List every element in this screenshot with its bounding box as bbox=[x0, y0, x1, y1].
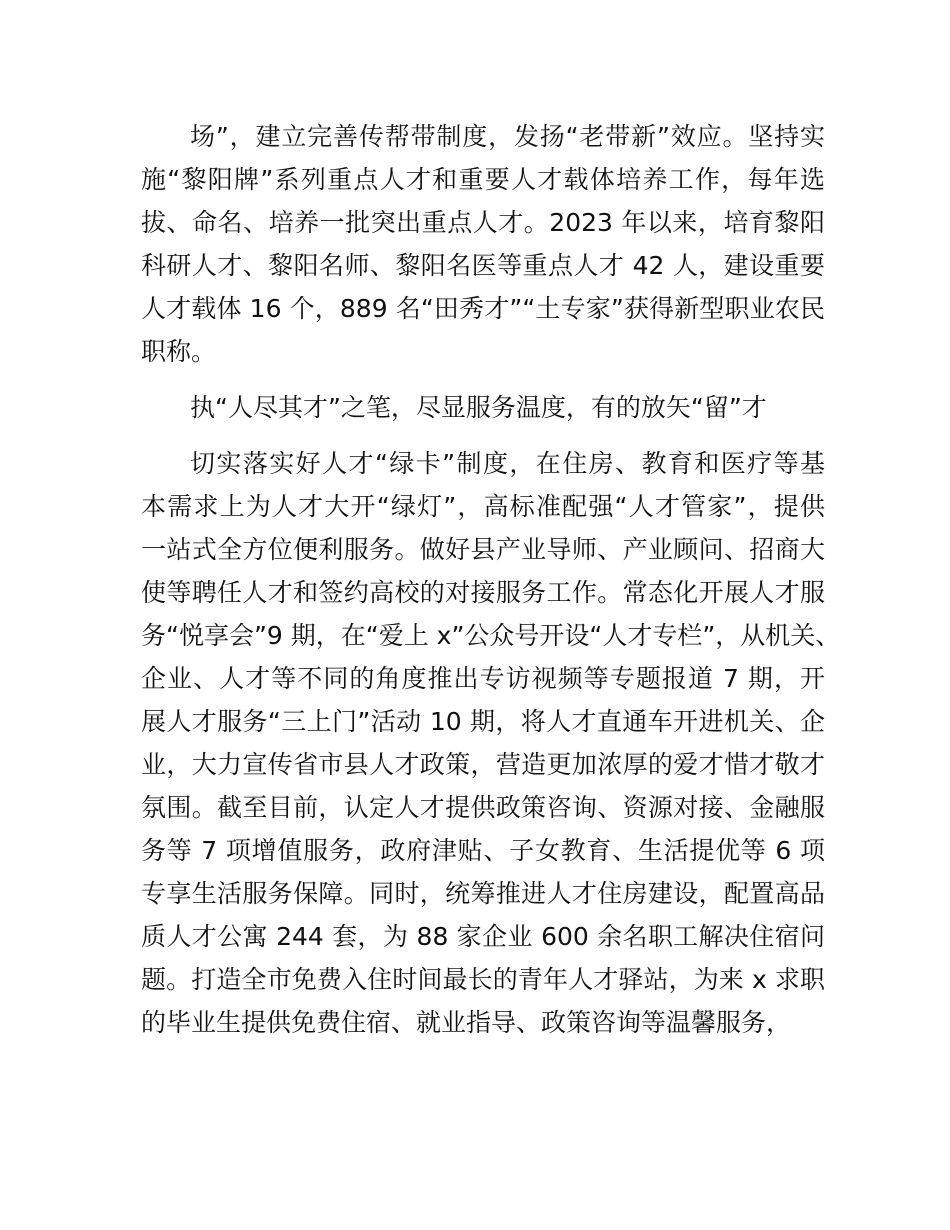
paragraph-line: 拔、命名、培养一批突出重点人才。2023 年以来，培育黎阳 bbox=[141, 208, 825, 237]
paragraph-line: 展人才服务“三上门”活动 10 期，将人才直通车开进机关、企 bbox=[141, 707, 825, 736]
paragraph-line: 氛围。截至目前，认定人才提供政策咨询、资源对接、金融服 bbox=[141, 793, 825, 822]
paragraph-line: 切实落实好人才“绿卡”制度，在住房、教育和医疗等基 bbox=[190, 449, 825, 478]
paragraph-line: 科研人才、黎阳名师、黎阳名医等重点人才 42 人，建设重要 bbox=[141, 251, 825, 280]
paragraph-line: 企业、人才等不同的角度推出专访视频等专题报道 7 期，开 bbox=[141, 664, 825, 693]
paragraph-line: 专享生活服务保障。同时，统筹推进人才住房建设，配置高品 bbox=[141, 879, 825, 908]
paragraph-line: 场”，建立完善传帮带制度，发扬“老带新”效应。坚持实 bbox=[190, 122, 825, 151]
paragraph-line: 一站式全方位便利服务。做好县产业导师、产业顾问、招商大 bbox=[141, 535, 825, 564]
paragraph-line: 题。打造全市免费入住时间最长的青年人才驿站，为来 x 求职 bbox=[141, 965, 825, 994]
paragraph-line: 务“悦享会”9 期，在“爱上 x”公众号开设“人才专栏”，从机关、 bbox=[141, 621, 841, 650]
paragraph-line: 业，大力宣传省市县人才政策，营造更加浓厚的爱才惜才敬才 bbox=[141, 750, 825, 779]
paragraph-line: 务等 7 项增值服务，政府津贴、子女教育、生活提优等 6 项 bbox=[141, 836, 825, 865]
paragraph-line: 使等聘任人才和签约高校的对接服务工作。常态化开展人才服 bbox=[141, 578, 825, 607]
paragraph-line: 职称。 bbox=[141, 337, 217, 366]
paragraph-line: 施“黎阳牌”系列重点人才和重要人才载体培养工作，每年选 bbox=[141, 165, 825, 194]
paragraph-line: 本需求上为人才大开“绿灯”，高标准配强“人才管家”，提供 bbox=[141, 492, 825, 521]
section-heading: 执“人尽其才”之笔，尽显服务温度，有的放矢“留”才 bbox=[190, 393, 767, 422]
paragraph-line: 的毕业生提供免费住宿、就业指导、政策咨询等温馨服务， bbox=[141, 1008, 792, 1037]
paragraph-line: 人才载体 16 个，889 名“田秀才”“土专家”获得新型职业农民 bbox=[141, 294, 825, 323]
paragraph-line: 质人才公寓 244 套，为 88 家企业 600 余名职工解决住宿问 bbox=[141, 922, 825, 951]
